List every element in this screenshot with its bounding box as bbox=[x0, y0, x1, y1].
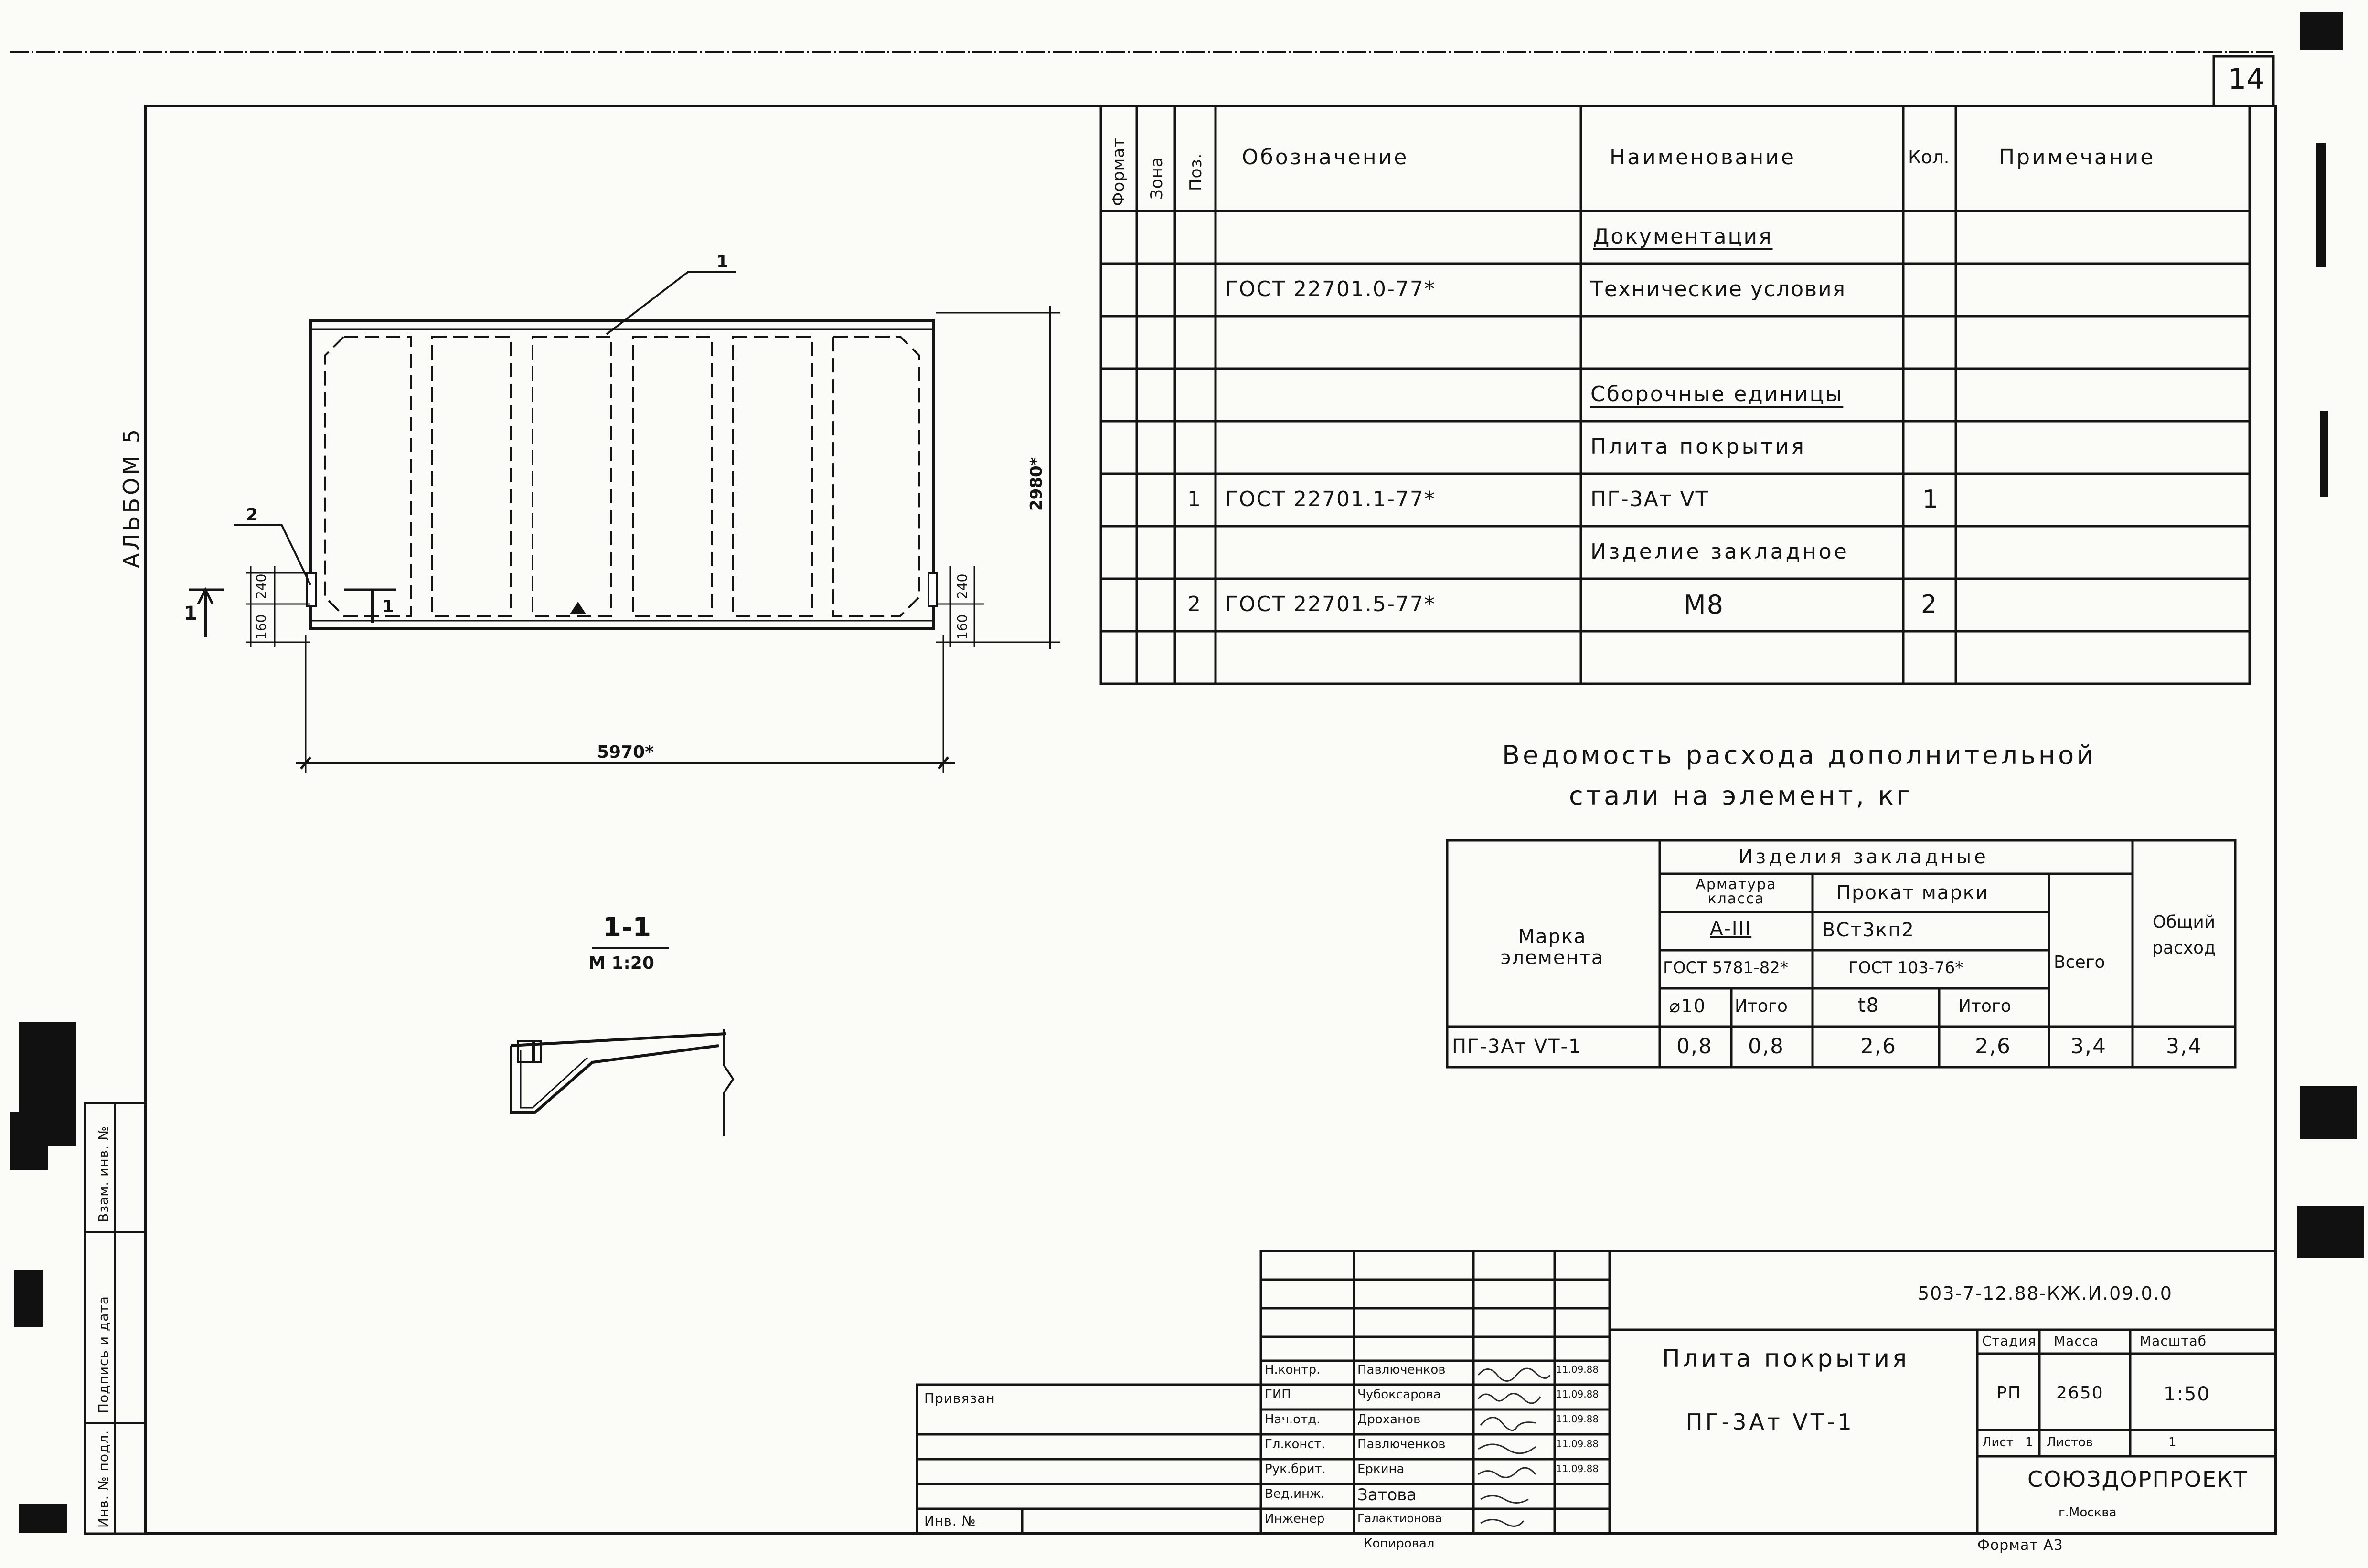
section-mark-left: 1 bbox=[184, 603, 197, 625]
spec-header-zone: Зона bbox=[1147, 157, 1166, 200]
staff-name-7: Галактионова bbox=[1357, 1512, 1442, 1525]
staff-name-2: Чубоксарова bbox=[1357, 1388, 1441, 1402]
staff-name-5: Еркина bbox=[1357, 1462, 1405, 1476]
mass-value: 2650 bbox=[2056, 1383, 2104, 1403]
steel-col-itogo2: Итого bbox=[1958, 996, 2011, 1016]
steel-row-itogo2: 2,6 bbox=[1975, 1034, 2011, 1059]
spec-row-8-pos: 2 bbox=[1187, 592, 1202, 616]
scale-value: 1:50 bbox=[2164, 1383, 2210, 1405]
copied-label: Копировал bbox=[1364, 1536, 1435, 1551]
steel-group-header: Изделия закладные bbox=[1739, 846, 1989, 868]
staff-name-6: Затова bbox=[1357, 1485, 1417, 1504]
dim-right-a: 160 bbox=[954, 614, 970, 640]
spec-row-6-pos: 1 bbox=[1187, 487, 1202, 511]
staff-role-7: Инженер bbox=[1265, 1512, 1325, 1526]
steel-prokat: Прокат марки bbox=[1836, 882, 1989, 904]
dim-right-b: 240 bbox=[954, 573, 970, 599]
spec-row-5-name: Плита покрытия bbox=[1590, 434, 1807, 459]
steel-row-mark: ПГ-3Ат VТ-1 bbox=[1452, 1036, 1582, 1058]
spec-row-6-designation: ГОСТ 22701.1-77* bbox=[1225, 487, 1436, 511]
steel-prokat-grade: ВСт3кп2 bbox=[1822, 919, 1915, 941]
side-stamp-vzam: Взам. инв. № bbox=[96, 1125, 111, 1222]
spec-header-format: Формат bbox=[1109, 138, 1128, 206]
dim-length: 5970* bbox=[597, 742, 654, 762]
section-label: 1-1 bbox=[603, 912, 651, 943]
staff-name-4: Павлюченков bbox=[1357, 1437, 1446, 1451]
steel-col-itogo1: Итого bbox=[1735, 996, 1788, 1016]
organization: СОЮЗДОРПРОЕКТ bbox=[2027, 1466, 2248, 1492]
side-stamp-inv-podl: Инв. № подл. bbox=[96, 1430, 111, 1528]
steel-row-general: 3,4 bbox=[2166, 1034, 2202, 1059]
spec-header-pos: Поз. bbox=[1186, 153, 1205, 191]
steel-title-line2: стали на элемент, кг bbox=[1569, 781, 1913, 811]
steel-col-mark: Марка элемента bbox=[1500, 926, 1604, 969]
album-label: АЛЬБОМ 5 bbox=[118, 426, 144, 568]
staff-role-2: ГИП bbox=[1265, 1388, 1291, 1402]
steel-row-total: 3,4 bbox=[2070, 1034, 2107, 1059]
privyazan-label: Привязан bbox=[924, 1390, 995, 1406]
spec-row-6-name: ПГ-3Ат VТ bbox=[1590, 487, 1709, 511]
staff-name-3: Дроханов bbox=[1357, 1412, 1421, 1427]
staff-date-1: 11.09.88 bbox=[1556, 1364, 1599, 1375]
steel-row-d10: 0,8 bbox=[1676, 1034, 1713, 1059]
staff-date-2: 11.09.88 bbox=[1556, 1388, 1599, 1400]
steel-col-d10: ⌀10 bbox=[1669, 996, 1707, 1017]
stage-label: Стадия bbox=[1982, 1333, 2037, 1349]
spec-row-2-name: Технические условия bbox=[1590, 277, 1846, 301]
leader-1-label: 1 bbox=[716, 252, 729, 272]
steel-armatura-class: А-III bbox=[1710, 918, 1752, 940]
dim-left-b: 240 bbox=[253, 573, 269, 599]
spec-row-7-name: Изделие закладное bbox=[1590, 540, 1849, 564]
staff-role-5: Рук.брит. bbox=[1265, 1462, 1326, 1476]
organization-city: г.Москва bbox=[2059, 1505, 2117, 1520]
section-scale: М 1:20 bbox=[588, 954, 654, 973]
staff-role-6: Вед.инж. bbox=[1265, 1487, 1325, 1501]
staff-date-4: 11.09.88 bbox=[1556, 1438, 1599, 1450]
staff-date-5: 11.09.88 bbox=[1556, 1463, 1599, 1474]
staff-name-1: Павлюченков bbox=[1357, 1363, 1446, 1377]
scale-label: Масштаб bbox=[2140, 1333, 2207, 1349]
inv-no-label: Инв. № bbox=[924, 1513, 976, 1529]
steel-col-general: Общий расход bbox=[2152, 912, 2216, 958]
section-mark-inner: 1 bbox=[382, 597, 395, 616]
steel-prokat-gost: ГОСТ 103-76* bbox=[1848, 958, 1963, 977]
steel-col-t8: t8 bbox=[1858, 995, 1880, 1017]
steel-row-t8: 2,6 bbox=[1860, 1034, 1897, 1059]
spec-header-name: Наименование bbox=[1610, 145, 1796, 170]
spec-header-note: Примечание bbox=[1999, 145, 2155, 170]
spec-row-6-qty: 1 bbox=[1922, 485, 1940, 514]
sheet-label: Лист bbox=[1982, 1435, 2014, 1450]
sheets-label: Листов bbox=[2047, 1435, 2093, 1450]
format-label: Формат А3 bbox=[1977, 1537, 2063, 1554]
title-name-line2: ПГ-3Ат VТ-1 bbox=[1686, 1409, 1855, 1435]
mass-label: Масса bbox=[2054, 1333, 2099, 1349]
side-stamp-podpis: Подпись и дата bbox=[96, 1296, 111, 1413]
steel-col-total: Всего bbox=[2054, 953, 2105, 972]
staff-date-3: 11.09.88 bbox=[1556, 1413, 1599, 1425]
leader-2-label: 2 bbox=[246, 505, 258, 525]
title-name-line1: Плита покрытия bbox=[1662, 1345, 1910, 1372]
steel-armatura-gost: ГОСТ 5781-82* bbox=[1663, 958, 1788, 977]
steel-row-itogo1: 0,8 bbox=[1748, 1034, 1784, 1059]
steel-title-line1: Ведомость расхода дополнительной bbox=[1502, 740, 2097, 770]
dim-left-a: 160 bbox=[253, 614, 269, 640]
stage-value: РП bbox=[1996, 1383, 2022, 1403]
spec-row-8-qty: 2 bbox=[1921, 590, 1938, 619]
spec-header-designation: Обозначение bbox=[1242, 145, 1409, 170]
spec-row-1-name: Документация bbox=[1593, 224, 1773, 249]
page-number: 14 bbox=[2228, 63, 2265, 96]
spec-row-8-designation: ГОСТ 22701.5-77* bbox=[1225, 592, 1436, 616]
spec-row-4-name: Сборочные единицы bbox=[1590, 382, 1844, 406]
sheet-value: 1 bbox=[2025, 1435, 2033, 1450]
sheets-value: 1 bbox=[2168, 1435, 2176, 1450]
spec-row-2-designation: ГОСТ 22701.0-77* bbox=[1225, 277, 1436, 301]
spec-header-qty: Кол. bbox=[1908, 147, 1950, 168]
steel-armatura: Арматура класса bbox=[1696, 876, 1777, 907]
document-code: 503-7-12.88-КЖ.И.09.0.0 bbox=[1918, 1283, 2173, 1304]
spec-row-8-name: М8 bbox=[1684, 590, 1724, 620]
dim-height: 2980* bbox=[1027, 457, 1046, 511]
staff-role-3: Нач.отд. bbox=[1265, 1412, 1321, 1427]
staff-role-4: Гл.конст. bbox=[1265, 1437, 1326, 1451]
staff-role-1: Н.контр. bbox=[1265, 1363, 1321, 1377]
